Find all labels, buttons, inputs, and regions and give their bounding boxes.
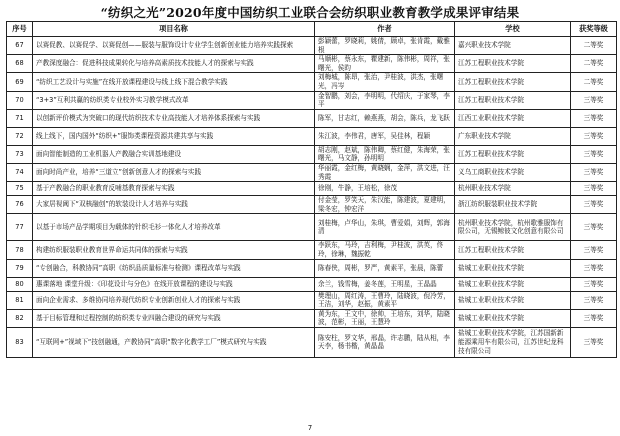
row-no: 80 xyxy=(7,277,33,291)
table-row xyxy=(7,277,617,291)
row-project-name: 面向企业需求、多维协同培养现代纺织专业创新创业人才的探索与实践 xyxy=(33,291,315,309)
header-no: 序号 xyxy=(7,22,33,37)
row-no: 69 xyxy=(7,73,33,91)
row-author: 李跃东，马玲，吉利梅，尹桂波，洪英，佟玲，徐琳，魏振乾 xyxy=(315,241,455,259)
table-row xyxy=(7,73,617,91)
row-school: 盐城工业职业技术学院 xyxy=(455,309,571,327)
row-award: 二等奖 xyxy=(571,37,617,55)
row-award: 三等奖 xyxy=(571,196,617,214)
row-school: 浙江纺织服装职业技术学院 xyxy=(455,196,571,214)
row-project-name: 线上线下，国内国外“纺织+”服饰类课程资源共建共享与实践 xyxy=(33,127,315,145)
row-project-name: 基于产教融合的职业教育反哺基教育探索与实践 xyxy=(33,182,315,196)
row-no: 71 xyxy=(7,109,33,127)
row-author: 朱江波，李伟君，唐军，吴佳林，程颖 xyxy=(315,127,455,145)
row-award: 三等奖 xyxy=(571,182,617,196)
row-no: 68 xyxy=(7,55,33,73)
row-project-name: “专创融合，科教协同”高职《纺织品质量标准与检测》课程改革与实践 xyxy=(33,259,315,277)
row-award: 三等奖 xyxy=(571,163,617,181)
row-school: 义乌工商职业技术学院 xyxy=(455,163,571,181)
row-school: 江苏工程职业技术学院 xyxy=(455,73,571,91)
page-number: 7 xyxy=(307,424,313,432)
row-author: 刘梅城，陈昂，张治，尹桂波，洪杰，张曙光，冯岑 xyxy=(315,73,455,91)
row-author: 付金莹，罗笑天，朱汉能，陈建波，夏建明，梁冬宏，钟宏洋 xyxy=(315,196,455,214)
row-author: 陈安柱，罗文华，邢晶，许志鹏，陆从相，李天李，杨书楷，黄晶晶 xyxy=(315,327,455,357)
row-no: 72 xyxy=(7,127,33,145)
row-award: 三等奖 xyxy=(571,145,617,163)
row-award: 三等奖 xyxy=(571,291,617,309)
row-school: 广东职业技术学院 xyxy=(455,127,571,145)
row-author: 刘桂梅，卢华山，朱琪，曹爱娟，刘辉，郭海清 xyxy=(315,214,455,241)
row-author: 金智鹏，刘会，李明明，代绍庆，于家琴，李平 xyxy=(315,91,455,109)
row-author: 陈春侠，周彬，罗严，黄素平，张晨，陈蕾 xyxy=(315,259,455,277)
table-row xyxy=(7,163,617,181)
table-header-row xyxy=(7,22,617,37)
row-no: 70 xyxy=(7,91,33,109)
row-author: 胡志刚，赵斌，陈伟卿，蔡红健，朱海荣，张曙光，马文静，孙明明 xyxy=(315,145,455,163)
row-project-name: 基于目标管理和过程控制的纺织类专业四融合建设的研究与实践 xyxy=(33,309,315,327)
row-project-name: 面向智能制造的工业机器人产教融合实训基地建设 xyxy=(33,145,315,163)
row-school: 江苏工程职业技术学院 xyxy=(455,145,571,163)
row-author: 黄为东，王文中，徐帅，王培东，刘华，陆晓波，范彬，王丽，王慧玲 xyxy=(315,309,455,327)
row-project-name: 以创新评价模式为突破口的现代纺织技术专业高技能人才培养体系探索与实践 xyxy=(33,109,315,127)
row-school: 江苏工程职业技术学院 xyxy=(455,241,571,259)
row-school: 盐城工业职业技术学院 xyxy=(455,291,571,309)
table-row xyxy=(7,55,617,73)
row-author: 徐刚，牛静，王培松，徐茂 xyxy=(315,182,455,196)
table-row xyxy=(7,91,617,109)
row-award: 二等奖 xyxy=(571,55,617,73)
row-project-name: 以赛促教、以赛促学、以赛促创——服装与服饰设计专业学生创新创业能力培养实践探索 xyxy=(33,37,315,55)
row-project-name: “互联网+”视域下“技创融通，产教协同”高职“数字化教学工厂”模式研究与实践 xyxy=(33,327,315,357)
table-row xyxy=(7,259,617,277)
row-award: 三等奖 xyxy=(571,327,617,357)
row-project-name: “纺织工艺设计与实施”在线开放课程建设与线上线下混合教学实践 xyxy=(33,73,315,91)
table-row xyxy=(7,291,617,309)
table-row xyxy=(7,145,617,163)
row-school: 嘉兴职业技术学院 xyxy=(455,37,571,55)
header-award: 获奖等级 xyxy=(571,22,617,37)
row-project-name: 大家居视阈下“双核融创”的软装设计人才培养与实践 xyxy=(33,196,315,214)
row-award: 三等奖 xyxy=(571,309,617,327)
results-table xyxy=(6,21,617,358)
table-row xyxy=(7,127,617,145)
table-row xyxy=(7,109,617,127)
row-author: 华丽霞，金红梅，黄晓娴，金萍，洪文进，汪秀霞 xyxy=(315,163,455,181)
table-row xyxy=(7,214,617,241)
row-school: 江苏工程职业技术学院 xyxy=(455,55,571,73)
row-no: 78 xyxy=(7,241,33,259)
row-project-name: 以基于市场产品学期项目为载体的针织毛衫一体化人才培养改革 xyxy=(33,214,315,241)
header-school: 学校 xyxy=(455,22,571,37)
row-no: 82 xyxy=(7,309,33,327)
table-row xyxy=(7,182,617,196)
header-author: 作者 xyxy=(315,22,455,37)
row-project-name: 面向时尚产业，培养“三道立”创新创意人才的探索与实践 xyxy=(33,163,315,181)
table-row xyxy=(7,37,617,55)
row-author: 余兰，钱雪梅，姜冬莲，王明星，王晶晶 xyxy=(315,277,455,291)
row-award: 三等奖 xyxy=(571,277,617,291)
row-author: 马顺彬，蔡永东，瞿建新，陈伟彬，周祥，张曙光，侯昀 xyxy=(315,55,455,73)
row-no: 67 xyxy=(7,37,33,55)
row-author: 陈军，甘志红，赖燕燕，胡会，陈兵，龙飞跃 xyxy=(315,109,455,127)
row-school: 江西工业职业技术学院 xyxy=(455,109,571,127)
row-author: 彭颖蕾，罗晓莉，姚倩，顾卓，张肯霞，戴雅根 xyxy=(315,37,455,55)
row-school: 江苏工程职业技术学院 xyxy=(455,91,571,109)
row-award: 三等奖 xyxy=(571,259,617,277)
table-row xyxy=(7,309,617,327)
row-project-name: “3+3”互利共赢的纺织类专业校外实习教学模式改革 xyxy=(33,91,315,109)
row-school: 盐城工业职业技术学院，江苏国新新能源乘用车有限公司，江苏世纪龙科技有限公司 xyxy=(455,327,571,357)
row-author: 樊理山，周红涛，王曹玲，陆晓波，倪冷芳，王洁，刘华，赵振，黄素平 xyxy=(315,291,455,309)
row-project-name: 构建纺织服装职业教育世界命运共同体的探索与实践 xyxy=(33,241,315,259)
row-school: 盐城工业职业技术学院 xyxy=(455,277,571,291)
row-no: 77 xyxy=(7,214,33,241)
row-award: 三等奖 xyxy=(571,91,617,109)
table-row xyxy=(7,196,617,214)
row-award: 三等奖 xyxy=(571,109,617,127)
row-award: 二等奖 xyxy=(571,73,617,91)
row-project-name: 产教深度融合：促进科技成果转化与培养高素质技术技能人才的探索与实践 xyxy=(33,55,315,73)
row-no: 83 xyxy=(7,327,33,357)
row-no: 79 xyxy=(7,259,33,277)
row-award: 三等奖 xyxy=(571,127,617,145)
row-award: 三等奖 xyxy=(571,241,617,259)
table-row xyxy=(7,241,617,259)
row-award: 三等奖 xyxy=(571,214,617,241)
header-project-name: 项目名称 xyxy=(33,22,315,37)
row-project-name: 惠课落地 课堂升级：《印花设计与分色》在线开放课程的建设与实践 xyxy=(33,277,315,291)
row-school: 杭州职业技术学院，杭州歌雅服饰有限公司，无锡鲸彼文化创意有限公司 xyxy=(455,214,571,241)
row-no: 81 xyxy=(7,291,33,309)
row-school: 杭州职业技术学院 xyxy=(455,182,571,196)
row-no: 75 xyxy=(7,182,33,196)
row-school: 盐城工业职业技术学院 xyxy=(455,259,571,277)
row-no: 73 xyxy=(7,145,33,163)
document-title: “纺织之光”2020年度中国纺织工业联合会纺织职业教育教学成果评审结果 xyxy=(100,5,520,20)
table-row xyxy=(7,327,617,357)
row-no: 74 xyxy=(7,163,33,181)
row-no: 76 xyxy=(7,196,33,214)
